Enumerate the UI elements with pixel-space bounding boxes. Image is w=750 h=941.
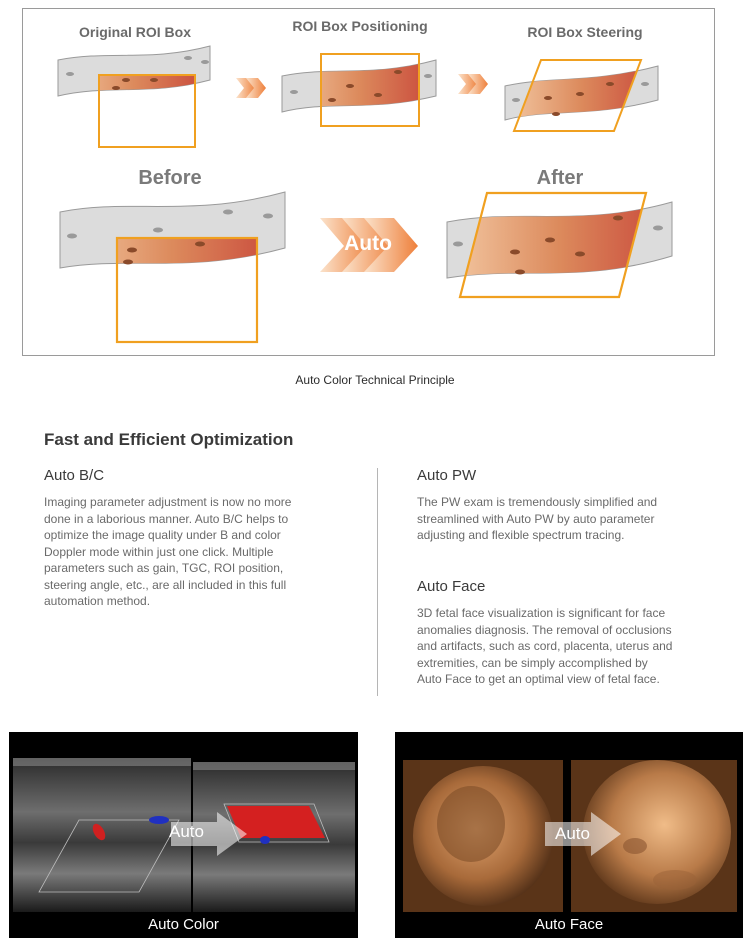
diagram-caption: Auto Color Technical Principle: [295, 373, 455, 387]
auto-color-label: Auto Color: [148, 916, 219, 933]
auto-face-overlay: Auto: [555, 824, 590, 843]
roi-diagram: [22, 8, 715, 356]
auto-bc-title: Auto B/C: [44, 467, 105, 484]
vessel-step1: [58, 46, 210, 147]
auto-arrow-label: Auto: [344, 232, 392, 255]
section-title: Fast and Efficient Optimization: [44, 430, 294, 449]
auto-pw-text: The PW exam is tremendously simplified and streamlined with Auto PW by auto parameter adjusting and flexible spectrum tracing.: [417, 495, 658, 542]
auto-face-panel: [395, 732, 743, 938]
column-divider: [377, 468, 378, 696]
auto-pw-title: Auto PW: [417, 467, 477, 484]
after-label: After: [536, 167, 584, 189]
vessel-before: [60, 192, 285, 342]
chevron-arrow-icon: [458, 74, 488, 94]
vessel-step2: [282, 54, 436, 126]
before-label: Before: [138, 167, 202, 189]
auto-face-text: 3D fetal face visualization is significant for face anomalies diagnosis. The removal of occlusions and artifacts, such as cord, placenta, uterus and extremities, can be simply accomplished by Auto Face to get an optimal view of fetal face.: [417, 606, 673, 686]
auto-face-title: Auto Face: [417, 578, 486, 595]
auto-face-label: Auto Face: [534, 916, 604, 933]
vessel-step3: [505, 60, 658, 131]
step-label-positioning: ROI Box Positioning: [292, 18, 428, 34]
step-label-original: Original ROI Box: [78, 24, 191, 40]
auto-color-overlay: Auto: [169, 822, 204, 841]
auto-color-panel: [9, 732, 358, 938]
auto-bc-text: Imaging parameter adjustment is now no more done in a laborious manner. Auto B/C helps to optimize the image quality under B and color Doppler mode within just one click. Multiple parameters such as gain, TGC, ROI position, steering angle, etc., are all included in this full automation method.: [44, 495, 292, 608]
vessel-after: [447, 193, 672, 297]
step-label-steering: ROI Box Steering: [527, 24, 643, 40]
chevron-arrow-icon: [236, 78, 266, 98]
